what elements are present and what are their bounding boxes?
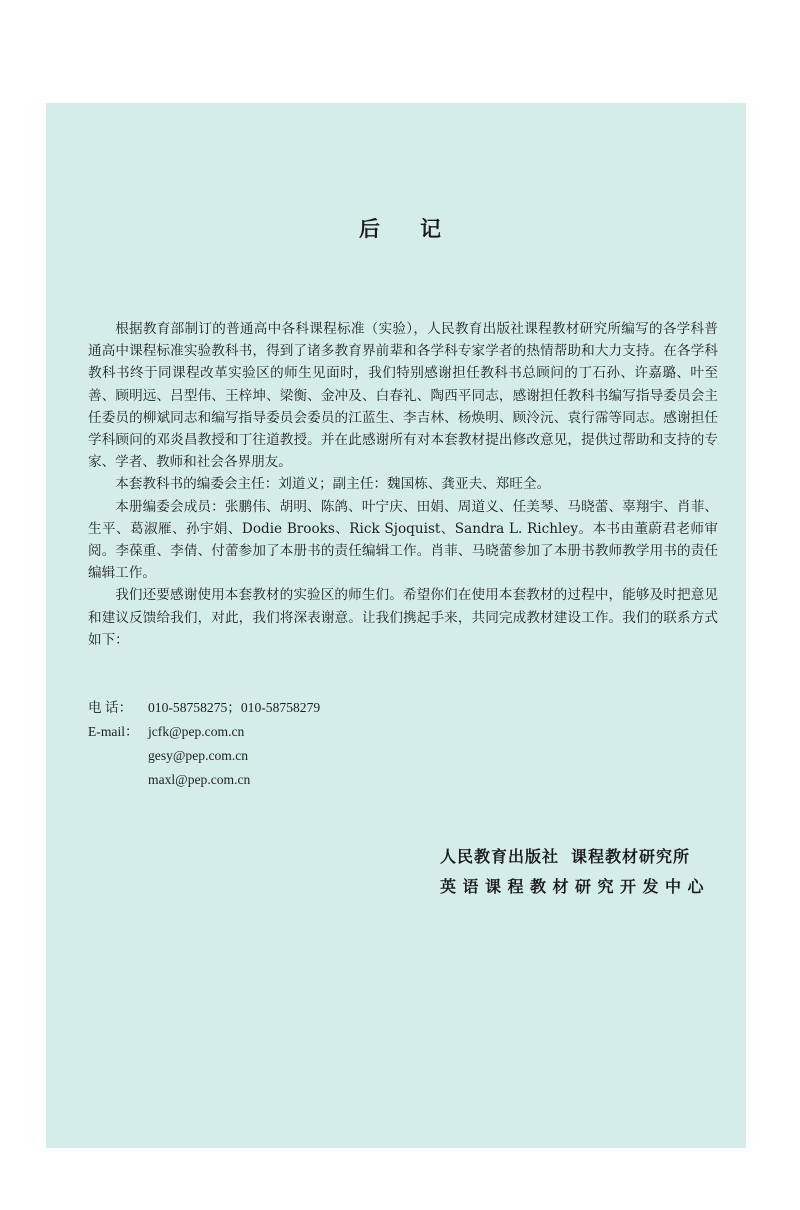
page-title: 后记 xyxy=(359,216,481,241)
paragraph-acknowledgements: 根据教育部制订的普通高中各科课程标准（实验），人民教育出版社课程教材研究所编写的各学科普通高中课程标准实验教科书，得到了诸多教育界前辈和各学科专家学者的热情帮助和大力支持。在各学科教科书终于同课程改革实验区的师生见面时，我们特别感谢担任教科书总顾问的丁石孙、许嘉璐、叶至善、顾明远、吕型伟、王梓坤、梁衡、金冲及、白春礼、陶西平同志，感谢担任教科书编写指导委员会主任委员的柳斌同志和编写指导委员会委员的江蓝生、李吉林、杨焕明、顾泠沅、袁行霈等同志。感谢担任学科顾问的邓炎昌教授和丁往道教授。并在此感谢所有对本套教材提出修改意见，提供过帮助和支持的专家、学者、教师和社会各界朋友。 xyxy=(88,321,718,471)
email-row xyxy=(88,744,320,768)
publisher-line-2: 英语课程教材研究开发中心 xyxy=(440,877,711,896)
phone-value: 010-58758275；010-58758279 xyxy=(148,700,321,715)
paragraph-volume-members: 本册编委会成员：张鹏伟、胡明、陈鸽、叶宁庆、田娟、周道义、任美琴、马晓蕾、辜翔宇、肖菲、生平、葛淑雁、孙宇娟、Dodie Brooks、Rick Sjoquist、Sandra L. Richley。本书由董蔚君老师审阅。李葆重、李倩、付蕾参加了本册书的责任编辑工作。肖菲、马晓蕾参加了本册书教师教学用书的责任编辑工作。 xyxy=(88,498,718,582)
paragraph-thanks-teachers: 我们还要感谢使用本套教材的实验区的师生们。希望你们在使用本套教材的过程中，能够及时把意见和建议反馈给我们，对此，我们将深表谢意。让我们携起手来，共同完成教材建设工作。我们的联系方式如下： xyxy=(88,587,718,648)
email-value[interactable]: jcfk@pep.com.cn xyxy=(148,724,245,739)
contact-info xyxy=(88,696,320,792)
email-value[interactable]: maxl@pep.com.cn xyxy=(148,772,251,787)
publisher-line-1 xyxy=(440,842,710,872)
publisher-name: 人民教育出版社 xyxy=(440,847,560,866)
email-label: E-mail： xyxy=(88,724,139,739)
publisher-signature xyxy=(440,842,710,902)
email-value[interactable]: gesy@pep.com.cn xyxy=(148,748,249,763)
publisher-institute: 课程教材研究所 xyxy=(571,847,691,866)
email-row xyxy=(88,768,320,792)
phone-label: 电 话： xyxy=(88,700,133,715)
body-text xyxy=(88,318,718,651)
phone-row xyxy=(88,696,320,720)
email-row xyxy=(88,720,320,744)
paragraph-editorial-board: 本套教科书的编委会主任：刘道义；副主任：魏国栋、龚亚夫、郑旺全。 xyxy=(115,476,551,493)
